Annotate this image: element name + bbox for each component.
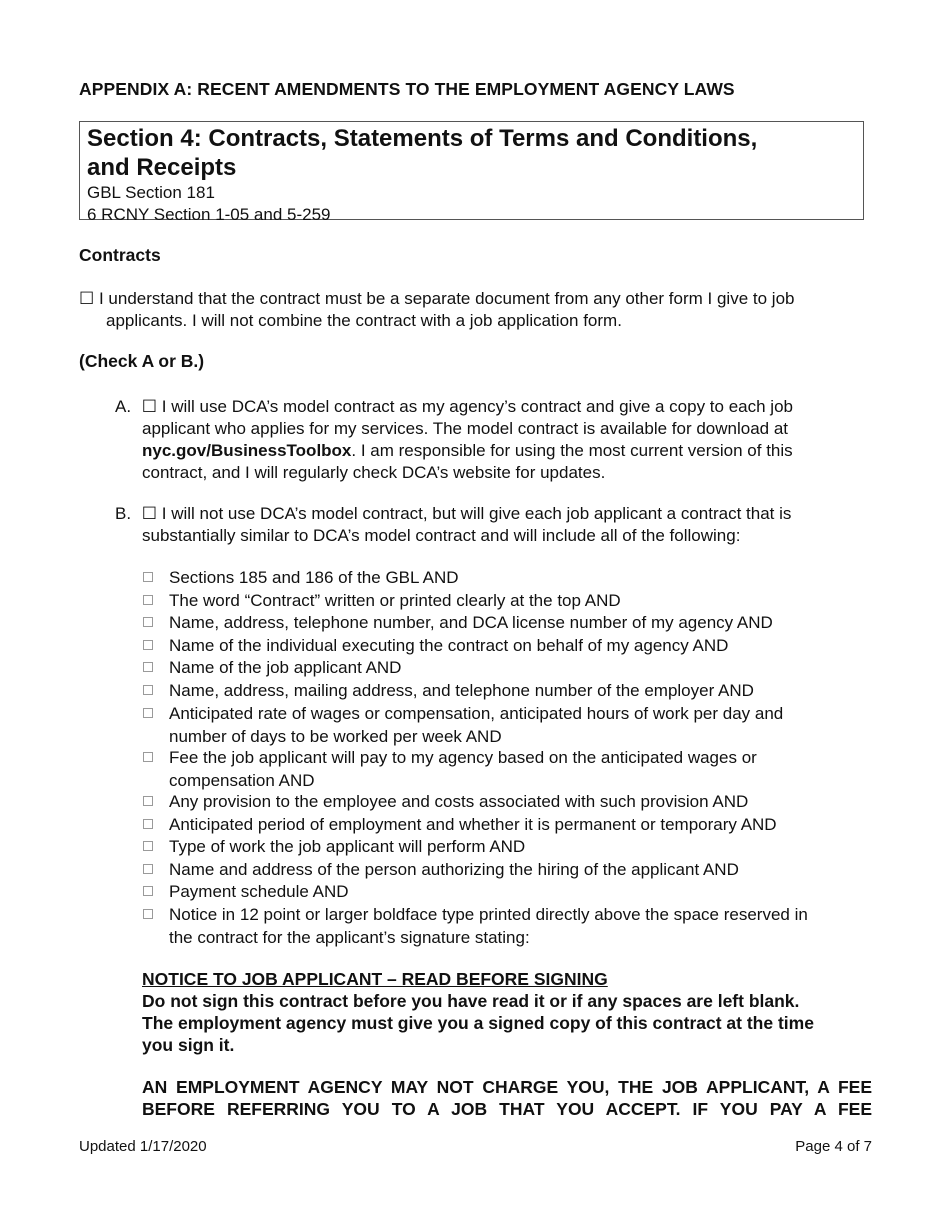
requirement-item [142,904,872,949]
requirement-checkbox[interactable] [143,640,153,650]
option-b-line1: I will not use DCA’s model contract, but will give each job applicant a contract that is [161,504,792,523]
section-ref-rcny: 6 RCNY Section 1-05 and 5-259 [87,205,331,224]
requirement-checkbox[interactable] [143,572,153,582]
notice-title: NOTICE TO JOB APPLICANT – READ BEFORE SIGNING [142,969,608,989]
requirement-text-cont: compensation AND [169,770,315,790]
notice-paragraph-2 [142,1076,872,1120]
section-ref-gbl: GBL Section 181 [87,183,215,202]
requirement-checkbox[interactable] [143,595,153,605]
notice-p1-line1: Do not sign this contract before you have read it or if any spaces are left blank. [142,991,800,1011]
footer-updated-date: Updated 1/17/2020 [79,1138,207,1155]
requirement-text: The word “Contract” written or printed clearly at the top AND [169,591,621,610]
requirement-checkbox[interactable] [143,819,153,829]
notice-p1-line2: The employment agency must give you a signed copy of this contract at the time [142,1013,814,1033]
requirement-item [142,612,872,635]
requirement-checkbox[interactable] [143,617,153,627]
contracts-item-line2: applicants. I will not combine the contract with a job application form. [106,311,622,330]
requirement-text: Fee the job applicant will pay to my agency based on the anticipated wages or [169,748,757,767]
requirement-text: Name and address of the person authorizing the hiring of the applicant AND [169,860,739,879]
requirement-item [142,859,872,882]
requirement-item [142,747,872,792]
option-b-checkbox[interactable]: ☐ [141,504,158,523]
requirement-text-cont: number of days to be worked per week AND [169,726,502,746]
requirement-item [142,590,872,613]
section-title-line1: Section 4: Contracts, Statements of Terms and Conditions, [87,125,758,152]
option-a-label: A. [115,397,132,416]
requirement-text: Name of the individual executing the contract on behalf of my agency AND [169,636,729,655]
requirement-item [142,680,872,703]
requirement-checkbox[interactable] [143,662,153,672]
requirement-checkbox[interactable] [143,796,153,806]
option-b [115,503,875,547]
requirement-text: Anticipated period of employment and whether it is permanent or temporary AND [169,815,777,834]
option-a-line3: . I am responsible for using the most current version of this [351,441,793,460]
option-b-label: B. [115,504,132,523]
option-b-line2: substantially similar to DCA’s model contract and will include all of the following: [142,526,741,545]
requirement-item [142,567,872,590]
requirement-text: Anticipated rate of wages or compensation, anticipated hours of work per day and [169,704,784,723]
requirement-text: Any provision to the employee and costs associated with such provision AND [169,792,749,811]
requirement-checkbox[interactable] [143,864,153,874]
requirement-text: Type of work the job applicant will perform AND [169,837,526,856]
section-title-line2: and Receipts [87,154,237,181]
requirement-item [142,881,872,904]
requirement-checkbox[interactable] [143,708,153,718]
requirement-item [142,836,872,859]
notice-p2-line2: BEFORE REFERRING YOU TO A JOB THAT YOU ACCEPT. IF YOU PAY A FEE [142,1099,872,1119]
requirement-checkbox[interactable] [143,886,153,896]
requirement-text-cont: the contract for the applicant’s signature stating: [169,927,530,947]
requirement-item [142,791,872,814]
check-a-or-b-heading: (Check A or B.) [79,351,205,371]
requirement-text: Sections 185 and 186 of the GBL AND [169,568,459,587]
notice-p2-line1: AN EMPLOYMENT AGENCY MAY NOT CHARGE YOU, THE JOB APPLICANT, A FEE [142,1077,872,1097]
requirement-item [142,657,872,680]
notice-paragraph-1 [142,990,872,1056]
option-a-line4: contract, and I will regularly check DCA’s website for updates. [142,463,606,482]
option-a [115,396,875,484]
requirement-item [142,703,872,748]
option-a-line1: I will use DCA’s model contract as my agency’s contract and give a copy to each job [161,397,793,416]
requirement-checkbox[interactable] [143,752,153,762]
business-toolbox-link[interactable]: nyc.gov/BusinessToolbox [142,441,352,460]
section-header-box [79,121,864,224]
notice-p1-line3: you sign it. [142,1035,235,1055]
contracts-item-separate-document [79,288,879,332]
option-a-line2: applicant who applies for my services. The model contract is available for download at [142,419,789,438]
requirement-checkbox[interactable] [143,685,153,695]
requirement-text: Notice in 12 point or larger boldface type printed directly above the space reserved in [169,905,808,924]
requirement-item [142,814,872,837]
contracts-item-checkbox[interactable]: ☐ [79,289,95,308]
contracts-heading: Contracts [79,245,161,265]
requirement-item [142,635,872,658]
contracts-item-line1: I understand that the contract must be a separate document from any other form I give to job [98,289,795,308]
requirement-checkbox[interactable] [143,841,153,851]
requirement-text: Payment schedule AND [169,882,349,901]
appendix-title: APPENDIX A: RECENT AMENDMENTS TO THE EMPLOYMENT AGENCY LAWS [79,79,735,99]
option-a-checkbox[interactable]: ☐ [141,397,158,416]
footer-page-number: Page 4 of 7 [795,1138,872,1155]
requirement-text: Name, address, mailing address, and telephone number of the employer AND [169,681,754,700]
requirement-checkbox[interactable] [143,909,153,919]
requirement-text: Name, address, telephone number, and DCA license number of my agency AND [169,613,773,632]
requirement-text: Name of the job applicant AND [169,658,402,677]
